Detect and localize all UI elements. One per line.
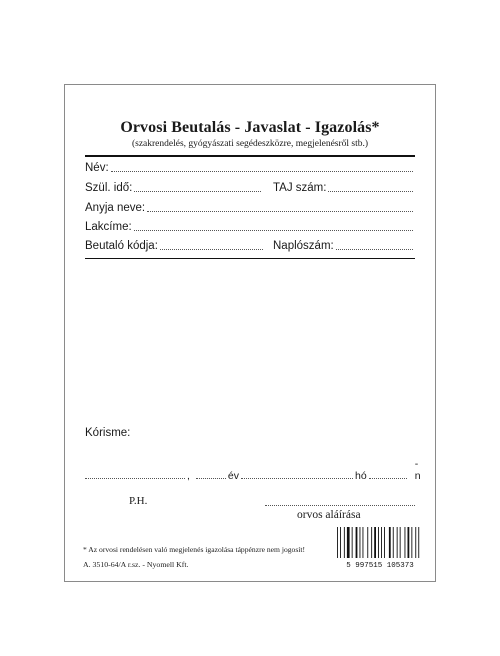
mother-name-label: Anyja neve:	[85, 202, 146, 214]
referral-row	[85, 239, 415, 253]
referral-code-dotted-line[interactable]	[160, 249, 263, 250]
barcode-bar	[389, 527, 391, 558]
year-dotted-line[interactable]	[196, 478, 226, 479]
barcode-bar	[405, 527, 406, 558]
barcode-bar	[408, 527, 410, 558]
birth-date-field[interactable]	[85, 181, 263, 195]
taj-field[interactable]	[273, 181, 415, 195]
barcode-bar	[356, 527, 358, 558]
form-subtitle: (szakrendelés, gyógyászati segédeszközre, megjelenésről stb.)	[131, 139, 369, 149]
address-label: Lakcíme:	[85, 221, 132, 233]
mother-name-dotted-line[interactable]	[147, 211, 413, 212]
barcode-bar	[378, 527, 379, 558]
barcode-bar	[371, 527, 372, 558]
barcode-bar	[374, 527, 376, 558]
month-dotted-line[interactable]	[241, 478, 353, 479]
signature-dotted-line[interactable]	[265, 505, 415, 506]
log-number-dotted-line[interactable]	[336, 249, 413, 250]
taj-label: TAJ szám:	[273, 182, 327, 194]
day-suffix: -n	[414, 458, 421, 482]
year-label: év	[227, 470, 240, 482]
name-dotted-line[interactable]	[111, 171, 413, 172]
barcode-bar	[337, 527, 338, 558]
name-label: Név:	[85, 162, 109, 174]
barcode-bar	[363, 527, 364, 558]
place-dotted-line[interactable]	[85, 478, 185, 479]
barcode-bar	[397, 527, 398, 558]
product-code: A. 3510-64/A r.sz. - Nyomell Kft.	[83, 560, 189, 569]
diagnosis-label: Kórisme:	[85, 427, 131, 439]
barcode-bar	[411, 527, 412, 558]
date-comma: ,	[187, 470, 190, 482]
form-sheet	[64, 84, 436, 582]
referral-code-field[interactable]	[85, 239, 265, 253]
fields-divider	[85, 258, 415, 259]
day-dotted-line[interactable]	[369, 478, 407, 479]
barcode-bar	[418, 527, 419, 558]
month-label: hó	[355, 470, 367, 482]
barcode-bar	[360, 527, 361, 558]
barcode-bar	[393, 527, 394, 558]
birth-date-label: Szül. idő:	[85, 182, 133, 194]
address-dotted-line[interactable]	[134, 230, 413, 231]
barcode-bar	[367, 527, 368, 558]
log-number-field[interactable]	[273, 239, 415, 253]
birth-date-dotted-line[interactable]	[134, 191, 261, 192]
barcode-bar	[381, 527, 382, 558]
barcode-bar	[400, 527, 401, 558]
barcode-bar	[344, 527, 345, 558]
referral-code-label: Beutaló kódja:	[85, 240, 158, 252]
barcode-bars	[337, 527, 419, 558]
mother-name-row[interactable]	[85, 201, 415, 215]
barcode-bar	[352, 527, 353, 558]
taj-dotted-line[interactable]	[328, 191, 413, 192]
barcode-bar	[384, 527, 385, 558]
signature-label: orvos aláírása	[297, 509, 361, 521]
address-row[interactable]	[85, 220, 415, 234]
barcode-bar	[415, 527, 416, 558]
footnote: * Az orvosi rendelésen való megjelenés igazolása táppénzre nem jogosít!	[83, 545, 306, 554]
barcode-bar	[347, 527, 350, 558]
form-title: Orvosi Beutalás - Javaslat - Igazolás*	[120, 119, 380, 136]
stamp-label: P.H.	[129, 495, 148, 507]
date-line	[85, 458, 421, 482]
header-divider	[85, 155, 415, 157]
log-number-label: Naplószám:	[273, 240, 334, 252]
barcode	[335, 525, 425, 569]
barcode-bar	[340, 527, 341, 558]
birth-taj-row	[85, 181, 415, 195]
barcode-number: 5 997515 105373	[346, 562, 414, 569]
name-field-row[interactable]	[85, 161, 415, 175]
